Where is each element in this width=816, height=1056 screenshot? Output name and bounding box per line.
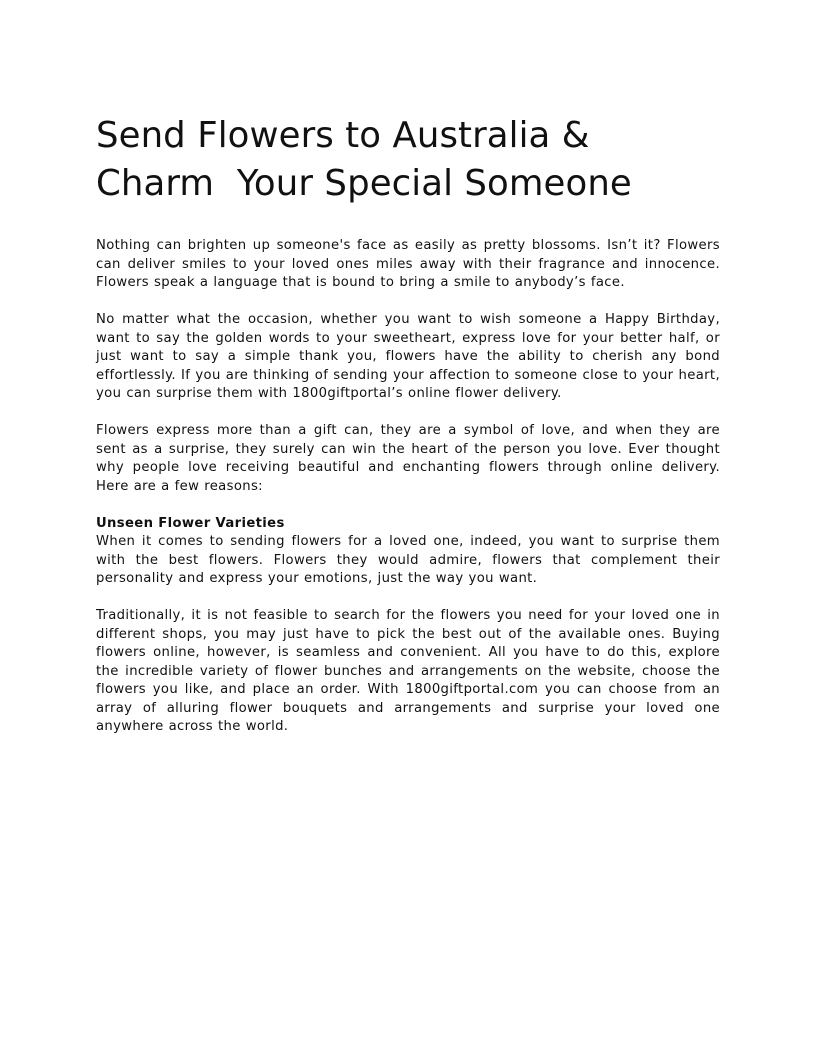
section-unseen-flower-varieties [96,515,720,737]
document-page [96,112,720,755]
paragraph-intro: Nothing can brighten up someone's face as easily as pretty blossoms. Isn’t it? Flowers can deliver smiles to your loved ones miles away with their fragrance and innocence. Flowers speak a language that is bound to bring a smile to anybody’s face. [96,238,720,290]
title-line-1: Send Flowers to Australia & [96,115,590,156]
paragraph-symbol-of-love: Flowers express more than a gift can, they are a symbol of love, and when they are sent as a surprise, they surely can win the heart of the person you love. Ever thought why people love receiving beautiful and enchanting flowers through online delivery. Here are a few reasons: [96,423,720,494]
paragraph-buying-online: Traditionally, it is not feasible to search for the flowers you need for your loved one in different shops, you may just have to pick the best out of the available ones. Buying flowers online, however, is seamless and convenient. All you have to do this, explore the incredible variety of flower bunches and arrangements on the website, choose the flowers you like, and place an order. With 1800giftportal.com you can choose from an array of alluring flower bouquets and arrangements and surprise your loved one anywhere across the world. [96,608,720,734]
document-title [96,112,720,208]
section-heading: Unseen Flower Varieties [96,515,285,531]
paragraph-occasions: No matter what the occasion, whether you want to wish someone a Happy Birthday, want to say the golden words to your sweetheart, express love for your better half, or just want to say a simple thank you, flowers have the ability to cherish any bond effortlessly. If you are thinking of sending your affection to someone close to your heart, you can surprise them with 1800giftportal’s online flower delivery. [96,312,720,401]
paragraph-best-flowers: When it comes to sending flowers for a loved one, indeed, you want to surprise them with the best flowers. Flowers they would admire, flowers that complement their personality and express your emotions, just the way you want. [96,534,720,586]
title-line-2: Charm Your Special Someone [96,163,632,204]
